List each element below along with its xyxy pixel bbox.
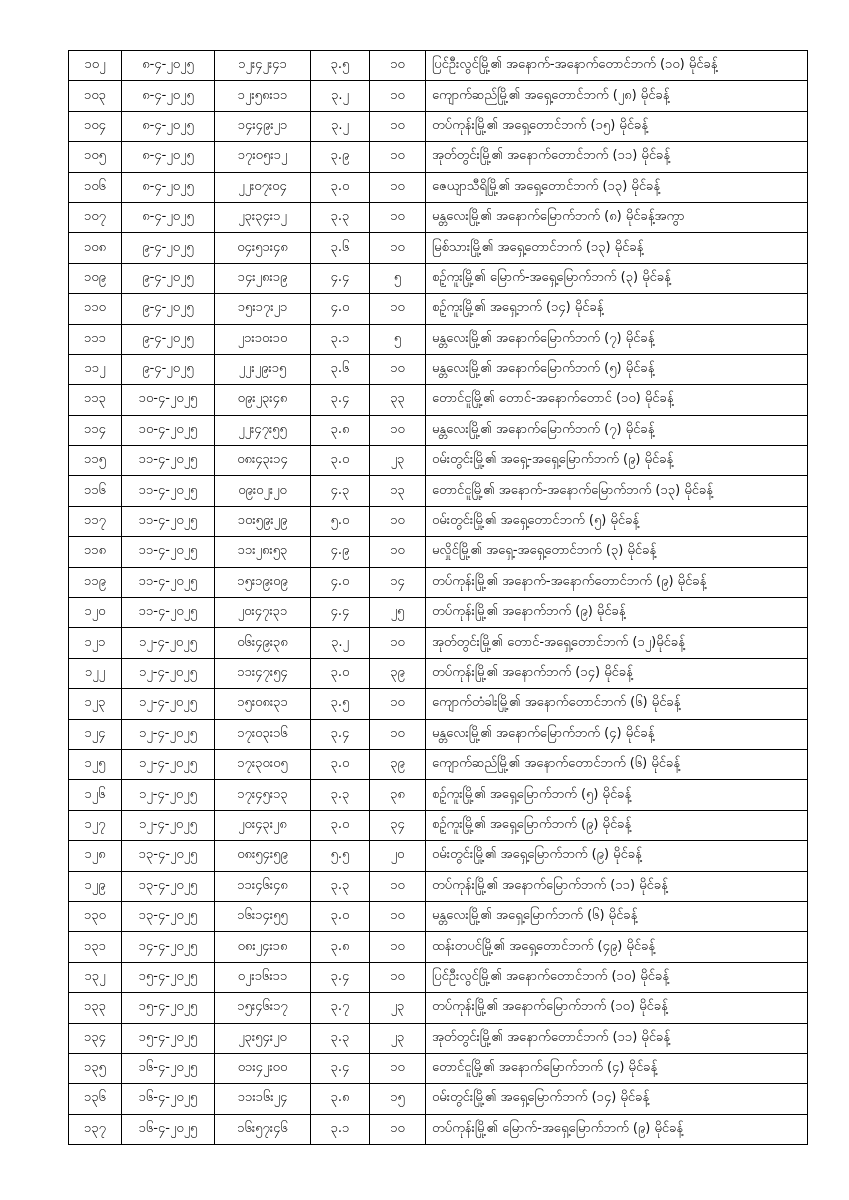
time-cell: ၀၂း၁၆း၁၁ [215, 962, 311, 992]
magnitude-cell: ၅.၀ [311, 506, 370, 536]
row-number-cell: ၁၁၀ [69, 294, 122, 324]
table-row [69, 1053, 808, 1083]
magnitude-cell: ၃.၅ [311, 51, 370, 81]
magnitude-cell: ၃.၀ [311, 901, 370, 931]
time-cell: ၀၆း၄၉း၃၈ [215, 628, 311, 658]
table-row [69, 385, 808, 415]
row-number-cell: ၁၁၈ [69, 537, 122, 567]
date-cell: ၁၅-၄-၂၀၂၅ [122, 1023, 215, 1053]
time-cell: ၀၁း၄၂း၀၀ [215, 1053, 311, 1083]
time-cell: ၂၁း၁၀း၁၀ [215, 324, 311, 354]
location-cell: မန္တလေးမြို့၏ အနောက်မြောက်ဘက် (၅) မိုင်ခန့် [426, 354, 808, 384]
depth-cell: ၁၀ [370, 294, 426, 324]
time-cell: ၁၅း၁၇း၂၁ [215, 294, 311, 324]
location-cell: ပြင်ဦးလွင်မြို့၏ အနောက်-အနောက်တောင်ဘက် (၁၀) မိုင်ခန့် [426, 51, 808, 81]
date-cell: ၉-၄-၂၀၂၅ [122, 263, 215, 293]
depth-cell: ၁၃ [370, 476, 426, 506]
date-cell: ၁၃-၄-၂၀၂၅ [122, 871, 215, 901]
location-cell: ကျောက်ဆည်မြို့၏ အရှေ့တောင်ဘက် (၂၈) မိုင်ခန့် [426, 81, 808, 111]
location-cell: မန္တလေးမြို့၏ အနောက်မြောက်ဘက် (၇) မိုင်ခန့် [426, 324, 808, 354]
location-cell: မလှိုင်မြို့၏ အရှေ့-အရှေ့တောင်ဘက် (၃) မိုင်ခန့် [426, 537, 808, 567]
row-number-cell: ၁၃၆ [69, 1084, 122, 1114]
row-number-cell: ၁၁၉ [69, 567, 122, 597]
time-cell: ၁၁း၂၈း၅၃ [215, 537, 311, 567]
depth-cell: ၁၀ [370, 1053, 426, 1083]
date-cell: ၁၁-၄-၂၀၂၅ [122, 537, 215, 567]
depth-cell: ၂၃ [370, 446, 426, 476]
table-row [69, 1023, 808, 1053]
date-cell: ၉-၄-၂၀၂၅ [122, 233, 215, 263]
row-number-cell: ၁၀၃ [69, 81, 122, 111]
row-number-cell: ၁၁၄ [69, 415, 122, 445]
depth-cell: ၃၄ [370, 810, 426, 840]
location-cell: အုတ်တွင်းမြို့၏ တောင်-အရှေ့တောင်ဘက် (၁၂)မိုင်ခန့် [426, 628, 808, 658]
time-cell: ၁၄း၄၉း၂၁ [215, 111, 311, 141]
date-cell: ၁၀-၄-၂၀၂၅ [122, 415, 215, 445]
depth-cell: ၁၀ [370, 628, 426, 658]
depth-cell: ၂၃ [370, 993, 426, 1023]
time-cell: ၁၅း၁၉း၀၉ [215, 567, 311, 597]
time-cell: ၂၂း၄၇း၅၅ [215, 415, 311, 445]
time-cell: ၀၈း၂၄း၁၈ [215, 932, 311, 962]
time-cell: ၁၇း၀၃း၁၆ [215, 719, 311, 749]
magnitude-cell: ၃.၄ [311, 385, 370, 415]
depth-cell: ၃၃ [370, 385, 426, 415]
depth-cell: ၃၉ [370, 749, 426, 779]
time-cell: ၂၀း၄၃း၂၈ [215, 810, 311, 840]
depth-cell: ၁၀ [370, 901, 426, 931]
magnitude-cell: ၃.၀ [311, 446, 370, 476]
table-row [69, 324, 808, 354]
magnitude-cell: ၄.၄ [311, 263, 370, 293]
depth-cell: ၁၀ [370, 111, 426, 141]
time-cell: ၁၁း၄၆း၄၈ [215, 871, 311, 901]
row-number-cell: ၁၃၀ [69, 901, 122, 931]
magnitude-cell: ၃.၈ [311, 415, 370, 445]
magnitude-cell: ၃.၇ [311, 993, 370, 1023]
row-number-cell: ၁၃၂ [69, 962, 122, 992]
magnitude-cell: ၃.၈ [311, 932, 370, 962]
location-cell: အုတ်တွင်းမြို့၏ အနောက်တောင်ဘက် (၁၁) မိုင်ခန့် [426, 1023, 808, 1053]
table-row [69, 111, 808, 141]
depth-cell: ၁၀ [370, 81, 426, 111]
date-cell: ၁၂-၄-၂၀၂၅ [122, 689, 215, 719]
magnitude-cell: ၃.၂ [311, 81, 370, 111]
date-cell: ၁၁-၄-၂၀၂၅ [122, 598, 215, 628]
table-row [69, 142, 808, 172]
row-number-cell: ၁၀၇ [69, 202, 122, 232]
table-row [69, 537, 808, 567]
earthquake-table [68, 50, 808, 1145]
magnitude-cell: ၄.၃ [311, 476, 370, 506]
table-row [69, 689, 808, 719]
depth-cell: ၃၉ [370, 658, 426, 688]
magnitude-cell: ၅.၅ [311, 841, 370, 871]
date-cell: ၈-၄-၂၀၂၅ [122, 81, 215, 111]
depth-cell: ၁၀ [370, 415, 426, 445]
magnitude-cell: ၄.၀ [311, 567, 370, 597]
location-cell: စဉ့်ကူးမြို့၏ အရှေ့မြောက်ဘက် (၉) မိုင်ခန့် [426, 810, 808, 840]
location-cell: တပ်ကုန်းမြို့၏ အနောက်မြောက်ဘက် (၁၀) မိုင်ခန့် [426, 993, 808, 1023]
row-number-cell: ၁၂၅ [69, 749, 122, 779]
location-cell: ဇေယျာသီရိမြို့၏ အရှေ့တောင်ဘက် (၁၃) မိုင်ခန့် [426, 172, 808, 202]
magnitude-cell: ၃.၄ [311, 1053, 370, 1083]
location-cell: တပ်ကုန်းမြို့၏ မြောက်-အရှေ့မြောက်ဘက် (၉) မိုင်ခန့် [426, 1114, 808, 1144]
row-number-cell: ၁၃၃ [69, 993, 122, 1023]
location-cell: မြစ်သားမြို့၏ အရှေ့တောင်ဘက် (၁၃) မိုင်ခန့် [426, 233, 808, 263]
date-cell: ၁၀-၄-၂၀၂၅ [122, 385, 215, 415]
magnitude-cell: ၃.၈ [311, 1084, 370, 1114]
magnitude-cell: ၃.၃ [311, 202, 370, 232]
date-cell: ၁၂-၄-၂၀၂၅ [122, 628, 215, 658]
table-row [69, 993, 808, 1023]
row-number-cell: ၁၀၆ [69, 172, 122, 202]
row-number-cell: ၁၂၂ [69, 658, 122, 688]
row-number-cell: ၁၁၅ [69, 446, 122, 476]
location-cell: စဉ့်ကူးမြို့၏ အရှေ့မြောက်ဘက် (၅) မိုင်ခန့် [426, 780, 808, 810]
row-number-cell: ၁၀၅ [69, 142, 122, 172]
date-cell: ၁၁-၄-၂၀၂၅ [122, 567, 215, 597]
time-cell: ၁၀း၅၉း၂၉ [215, 506, 311, 536]
depth-cell: ၅ [370, 324, 426, 354]
time-cell: ၁၄း၂၈း၁၉ [215, 263, 311, 293]
depth-cell: ၁၀ [370, 354, 426, 384]
location-cell: ကျောက်တံခါးမြို့၏ အနောက်တောင်ဘက် (၆) မိုင်ခန့် [426, 689, 808, 719]
time-cell: ၀၄း၅၁း၄၈ [215, 233, 311, 263]
table-row [69, 506, 808, 536]
location-cell: တောင်ငူမြို့၏ အနောက်-အနောက်မြောက်ဘက် (၁၃) မိုင်ခန့် [426, 476, 808, 506]
table-row [69, 901, 808, 931]
location-cell: ကျောက်ဆည်မြို့၏ အနောက်တောင်ဘက် (၆) မိုင်ခန့် [426, 749, 808, 779]
row-number-cell: ၁၂၁ [69, 628, 122, 658]
location-cell: ဝမ်းတွင်းမြို့၏ အရှေ့-အရှေ့မြောက်ဘက် (၉) မိုင်ခန့် [426, 446, 808, 476]
location-cell: မန္တလေးမြို့၏ အရှေ့မြောက်ဘက် (၆) မိုင်ခန့် [426, 901, 808, 931]
time-cell: ၀၈း၄၃း၁၄ [215, 446, 311, 476]
depth-cell: ၁၀ [370, 202, 426, 232]
location-cell: ပြင်ဦးလွင်မြို့၏ အနောက်တောင်ဘက် (၁၀) မိုင်ခန့် [426, 962, 808, 992]
row-number-cell: ၁၂၃ [69, 689, 122, 719]
magnitude-cell: ၃.၉ [311, 142, 370, 172]
table-row [69, 962, 808, 992]
depth-cell: ၁၅ [370, 1084, 426, 1114]
table-row [69, 1114, 808, 1144]
table-row [69, 932, 808, 962]
depth-cell: ၁၀ [370, 506, 426, 536]
table-row [69, 476, 808, 506]
date-cell: ၁၆-၄-၂၀၂၅ [122, 1084, 215, 1114]
row-number-cell: ၁၁၃ [69, 385, 122, 415]
row-number-cell: ၁၂၈ [69, 841, 122, 871]
date-cell: ၁၄-၄-၂၀၂၅ [122, 932, 215, 962]
date-cell: ၁၁-၄-၂၀၂၅ [122, 506, 215, 536]
row-number-cell: ၁၂၀ [69, 598, 122, 628]
row-number-cell: ၁၁၁ [69, 324, 122, 354]
table-row [69, 263, 808, 293]
time-cell: ၁၇း၀၅း၁၂ [215, 142, 311, 172]
row-number-cell: ၁၂၉ [69, 871, 122, 901]
time-cell: ၂၃း၃၄း၁၂ [215, 202, 311, 232]
date-cell: ၁၁-၄-၂၀၂၅ [122, 446, 215, 476]
magnitude-cell: ၃.၀ [311, 810, 370, 840]
time-cell: ၂၂း၀၇း၀၄ [215, 172, 311, 202]
depth-cell: ၁၀ [370, 932, 426, 962]
magnitude-cell: ၃.၁ [311, 324, 370, 354]
row-number-cell: ၁၂၆ [69, 780, 122, 810]
date-cell: ၁၆-၄-၂၀၂၅ [122, 1053, 215, 1083]
magnitude-cell: ၃.၃ [311, 871, 370, 901]
table-row [69, 172, 808, 202]
depth-cell: ၂၀ [370, 841, 426, 871]
table-row [69, 446, 808, 476]
time-cell: ၁၇း၃၀း၀၅ [215, 749, 311, 779]
date-cell: ၁၅-၄-၂၀၂၅ [122, 993, 215, 1023]
table-row [69, 233, 808, 263]
date-cell: ၈-၄-၂၀၂၅ [122, 202, 215, 232]
location-cell: ဝမ်းတွင်းမြို့၏ အရှေ့တောင်ဘက် (၅) မိုင်ခန့် [426, 506, 808, 536]
depth-cell: ၁၀ [370, 689, 426, 719]
date-cell: ၉-၄-၂၀၂၅ [122, 324, 215, 354]
magnitude-cell: ၃.၂ [311, 628, 370, 658]
row-number-cell: ၁၀၉ [69, 263, 122, 293]
location-cell: ဝမ်းတွင်းမြို့၏ အရှေ့မြောက်ဘက် (၁၄) မိုင်ခန့် [426, 1084, 808, 1114]
date-cell: ၁၂-၄-၂၀၂၅ [122, 780, 215, 810]
table-row [69, 354, 808, 384]
magnitude-cell: ၄.၉ [311, 537, 370, 567]
location-cell: တပ်ကုန်းမြို့၏ အရှေ့တောင်ဘက် (၁၅) မိုင်ခန့် [426, 111, 808, 141]
row-number-cell: ၁၃၄ [69, 1023, 122, 1053]
location-cell: ဝမ်းတွင်းမြို့၏ အရှေ့မြောက်ဘက် (၉) မိုင်ခန့် [426, 841, 808, 871]
row-number-cell: ၁၂၄ [69, 719, 122, 749]
magnitude-cell: ၃.၅ [311, 689, 370, 719]
table-row [69, 202, 808, 232]
date-cell: ၁၆-၄-၂၀၂၅ [122, 1114, 215, 1144]
magnitude-cell: ၃.၃ [311, 1023, 370, 1053]
depth-cell: ၁၀ [370, 962, 426, 992]
time-cell: ၀၈း၅၄း၅၉ [215, 841, 311, 871]
table-row [69, 294, 808, 324]
date-cell: ၁၂-၄-၂၀၂၅ [122, 658, 215, 688]
time-cell: ၁၂း၄၂း၄၁ [215, 51, 311, 81]
table-row [69, 415, 808, 445]
location-cell: မန္တလေးမြို့၏ အနောက်မြောက်ဘက် (၄) မိုင်ခန့် [426, 719, 808, 749]
time-cell: ၁၅း၄၆း၁၇ [215, 993, 311, 1023]
magnitude-cell: ၃.၆ [311, 233, 370, 263]
magnitude-cell: ၄.၀ [311, 294, 370, 324]
row-number-cell: ၁၃၅ [69, 1053, 122, 1083]
depth-cell: ၁၀ [370, 1114, 426, 1144]
time-cell: ၁၁း၄၇း၅၄ [215, 658, 311, 688]
depth-cell: ၁၄ [370, 567, 426, 597]
magnitude-cell: ၃.၄ [311, 719, 370, 749]
magnitude-cell: ၄.၄ [311, 598, 370, 628]
date-cell: ၁၁-၄-၂၀၂၅ [122, 476, 215, 506]
row-number-cell: ၁၀၂ [69, 51, 122, 81]
depth-cell: ၁၀ [370, 719, 426, 749]
table-row [69, 567, 808, 597]
date-cell: ၈-၄-၂၀၂၅ [122, 111, 215, 141]
row-number-cell: ၁၁၇ [69, 506, 122, 536]
depth-cell: ၁၀ [370, 51, 426, 81]
date-cell: ၁၂-၄-၂၀၂၅ [122, 810, 215, 840]
table-body [69, 51, 808, 1145]
date-cell: ၁၂-၄-၂၀၂၅ [122, 719, 215, 749]
row-number-cell: ၁၁၂ [69, 354, 122, 384]
location-cell: မန္တလေးမြို့၏ အနောက်မြောက်ဘက် (၈) မိုင်ခန့်အကွာ [426, 202, 808, 232]
time-cell: ၂၀း၄၇း၃၁ [215, 598, 311, 628]
row-number-cell: ၁၃၇ [69, 1114, 122, 1144]
location-cell: စဉ့်ကူးမြို့၏ အရှေ့ဘက် (၁၄) မိုင်ခန့် [426, 294, 808, 324]
date-cell: ၁၃-၄-၂၀၂၅ [122, 901, 215, 931]
table-row [69, 841, 808, 871]
row-number-cell: ၁၀၈ [69, 233, 122, 263]
row-number-cell: ၁၂၇ [69, 810, 122, 840]
time-cell: ၀၉း၀၂း၂၀ [215, 476, 311, 506]
date-cell: ၁၂-၄-၂၀၂၅ [122, 749, 215, 779]
table-row [69, 598, 808, 628]
time-cell: ၁၆း၁၄း၅၅ [215, 901, 311, 931]
time-cell: ၂၂း၂၉း၁၅ [215, 354, 311, 384]
table-row [69, 780, 808, 810]
table-row [69, 628, 808, 658]
row-number-cell: ၁၁၆ [69, 476, 122, 506]
table-row [69, 51, 808, 81]
magnitude-cell: ၃.၀ [311, 172, 370, 202]
earthquake-table-page [68, 50, 807, 1145]
depth-cell: ၁၀ [370, 233, 426, 263]
time-cell: ၀၉း၂၃း၄၈ [215, 385, 311, 415]
magnitude-cell: ၃.၁ [311, 1114, 370, 1144]
depth-cell: ၃၈ [370, 780, 426, 810]
depth-cell: ၁၀ [370, 871, 426, 901]
table-row [69, 658, 808, 688]
table-row [69, 719, 808, 749]
magnitude-cell: ၃.၂ [311, 111, 370, 141]
table-row [69, 871, 808, 901]
time-cell: ၁၇း၄၅း၁၃ [215, 780, 311, 810]
row-number-cell: ၁၀၄ [69, 111, 122, 141]
date-cell: ၈-၄-၂၀၂၅ [122, 51, 215, 81]
location-cell: တောင်ငူမြို့၏ အနောက်မြောက်ဘက် (၄) မိုင်ခန့် [426, 1053, 808, 1083]
date-cell: ၉-၄-၂၀၂၅ [122, 294, 215, 324]
location-cell: တပ်ကုန်းမြို့၏ အနောက်ဘက် (၉) မိုင်ခန့် [426, 598, 808, 628]
row-number-cell: ၁၃၁ [69, 932, 122, 962]
time-cell: ၁၆း၅၇း၄၆ [215, 1114, 311, 1144]
time-cell: ၁၁း၁၆း၂၄ [215, 1084, 311, 1114]
location-cell: တပ်ကုန်းမြို့၏ အနောက်-အနောက်တောင်ဘက် (၉) မိုင်ခန့် [426, 567, 808, 597]
date-cell: ၁၃-၄-၂၀၂၅ [122, 841, 215, 871]
time-cell: ၂၃း၅၄း၂၀ [215, 1023, 311, 1053]
magnitude-cell: ၃.၀ [311, 658, 370, 688]
depth-cell: ၁၀ [370, 537, 426, 567]
depth-cell: ၁၀ [370, 172, 426, 202]
location-cell: ထန်းတပင်မြို့၏ အရှေ့တောင်ဘက် (၄၉) မိုင်ခန့် [426, 932, 808, 962]
date-cell: ၁၅-၄-၂၀၂၅ [122, 962, 215, 992]
date-cell: ၉-၄-၂၀၂၅ [122, 354, 215, 384]
magnitude-cell: ၃.၄ [311, 962, 370, 992]
depth-cell: ၁၀ [370, 142, 426, 172]
depth-cell: ၅ [370, 263, 426, 293]
depth-cell: ၂၃ [370, 1023, 426, 1053]
location-cell: တောင်ငူမြို့၏ တောင်-အနောက်တောင် (၁၀) မိုင်ခန့် [426, 385, 808, 415]
location-cell: တပ်ကုန်းမြို့၏ အနောက်မြောက်ဘက် (၁၁) မိုင်ခန့် [426, 871, 808, 901]
table-row [69, 81, 808, 111]
time-cell: ၁၅း၀၈း၃၁ [215, 689, 311, 719]
depth-cell: ၂၅ [370, 598, 426, 628]
magnitude-cell: ၃.၃ [311, 780, 370, 810]
date-cell: ၈-၄-၂၀၂၅ [122, 142, 215, 172]
time-cell: ၁၂း၅၈း၁၁ [215, 81, 311, 111]
date-cell: ၈-၄-၂၀၂၅ [122, 172, 215, 202]
location-cell: စဉ့်ကူးမြို့၏ မြောက်-အရှေ့မြောက်ဘက် (၃) မိုင်ခန့် [426, 263, 808, 293]
magnitude-cell: ၃.၀ [311, 749, 370, 779]
location-cell: အုတ်တွင်းမြို့၏ အနောက်တောင်ဘက် (၁၁) မိုင်ခန့် [426, 142, 808, 172]
location-cell: မန္တလေးမြို့၏ အနောက်မြောက်ဘက် (၇) မိုင်ခန့် [426, 415, 808, 445]
location-cell: တပ်ကုန်းမြို့၏ အနောက်ဘက် (၁၄) မိုင်ခန့် [426, 658, 808, 688]
table-row [69, 810, 808, 840]
table-row [69, 1084, 808, 1114]
table-row [69, 749, 808, 779]
magnitude-cell: ၃.၆ [311, 354, 370, 384]
